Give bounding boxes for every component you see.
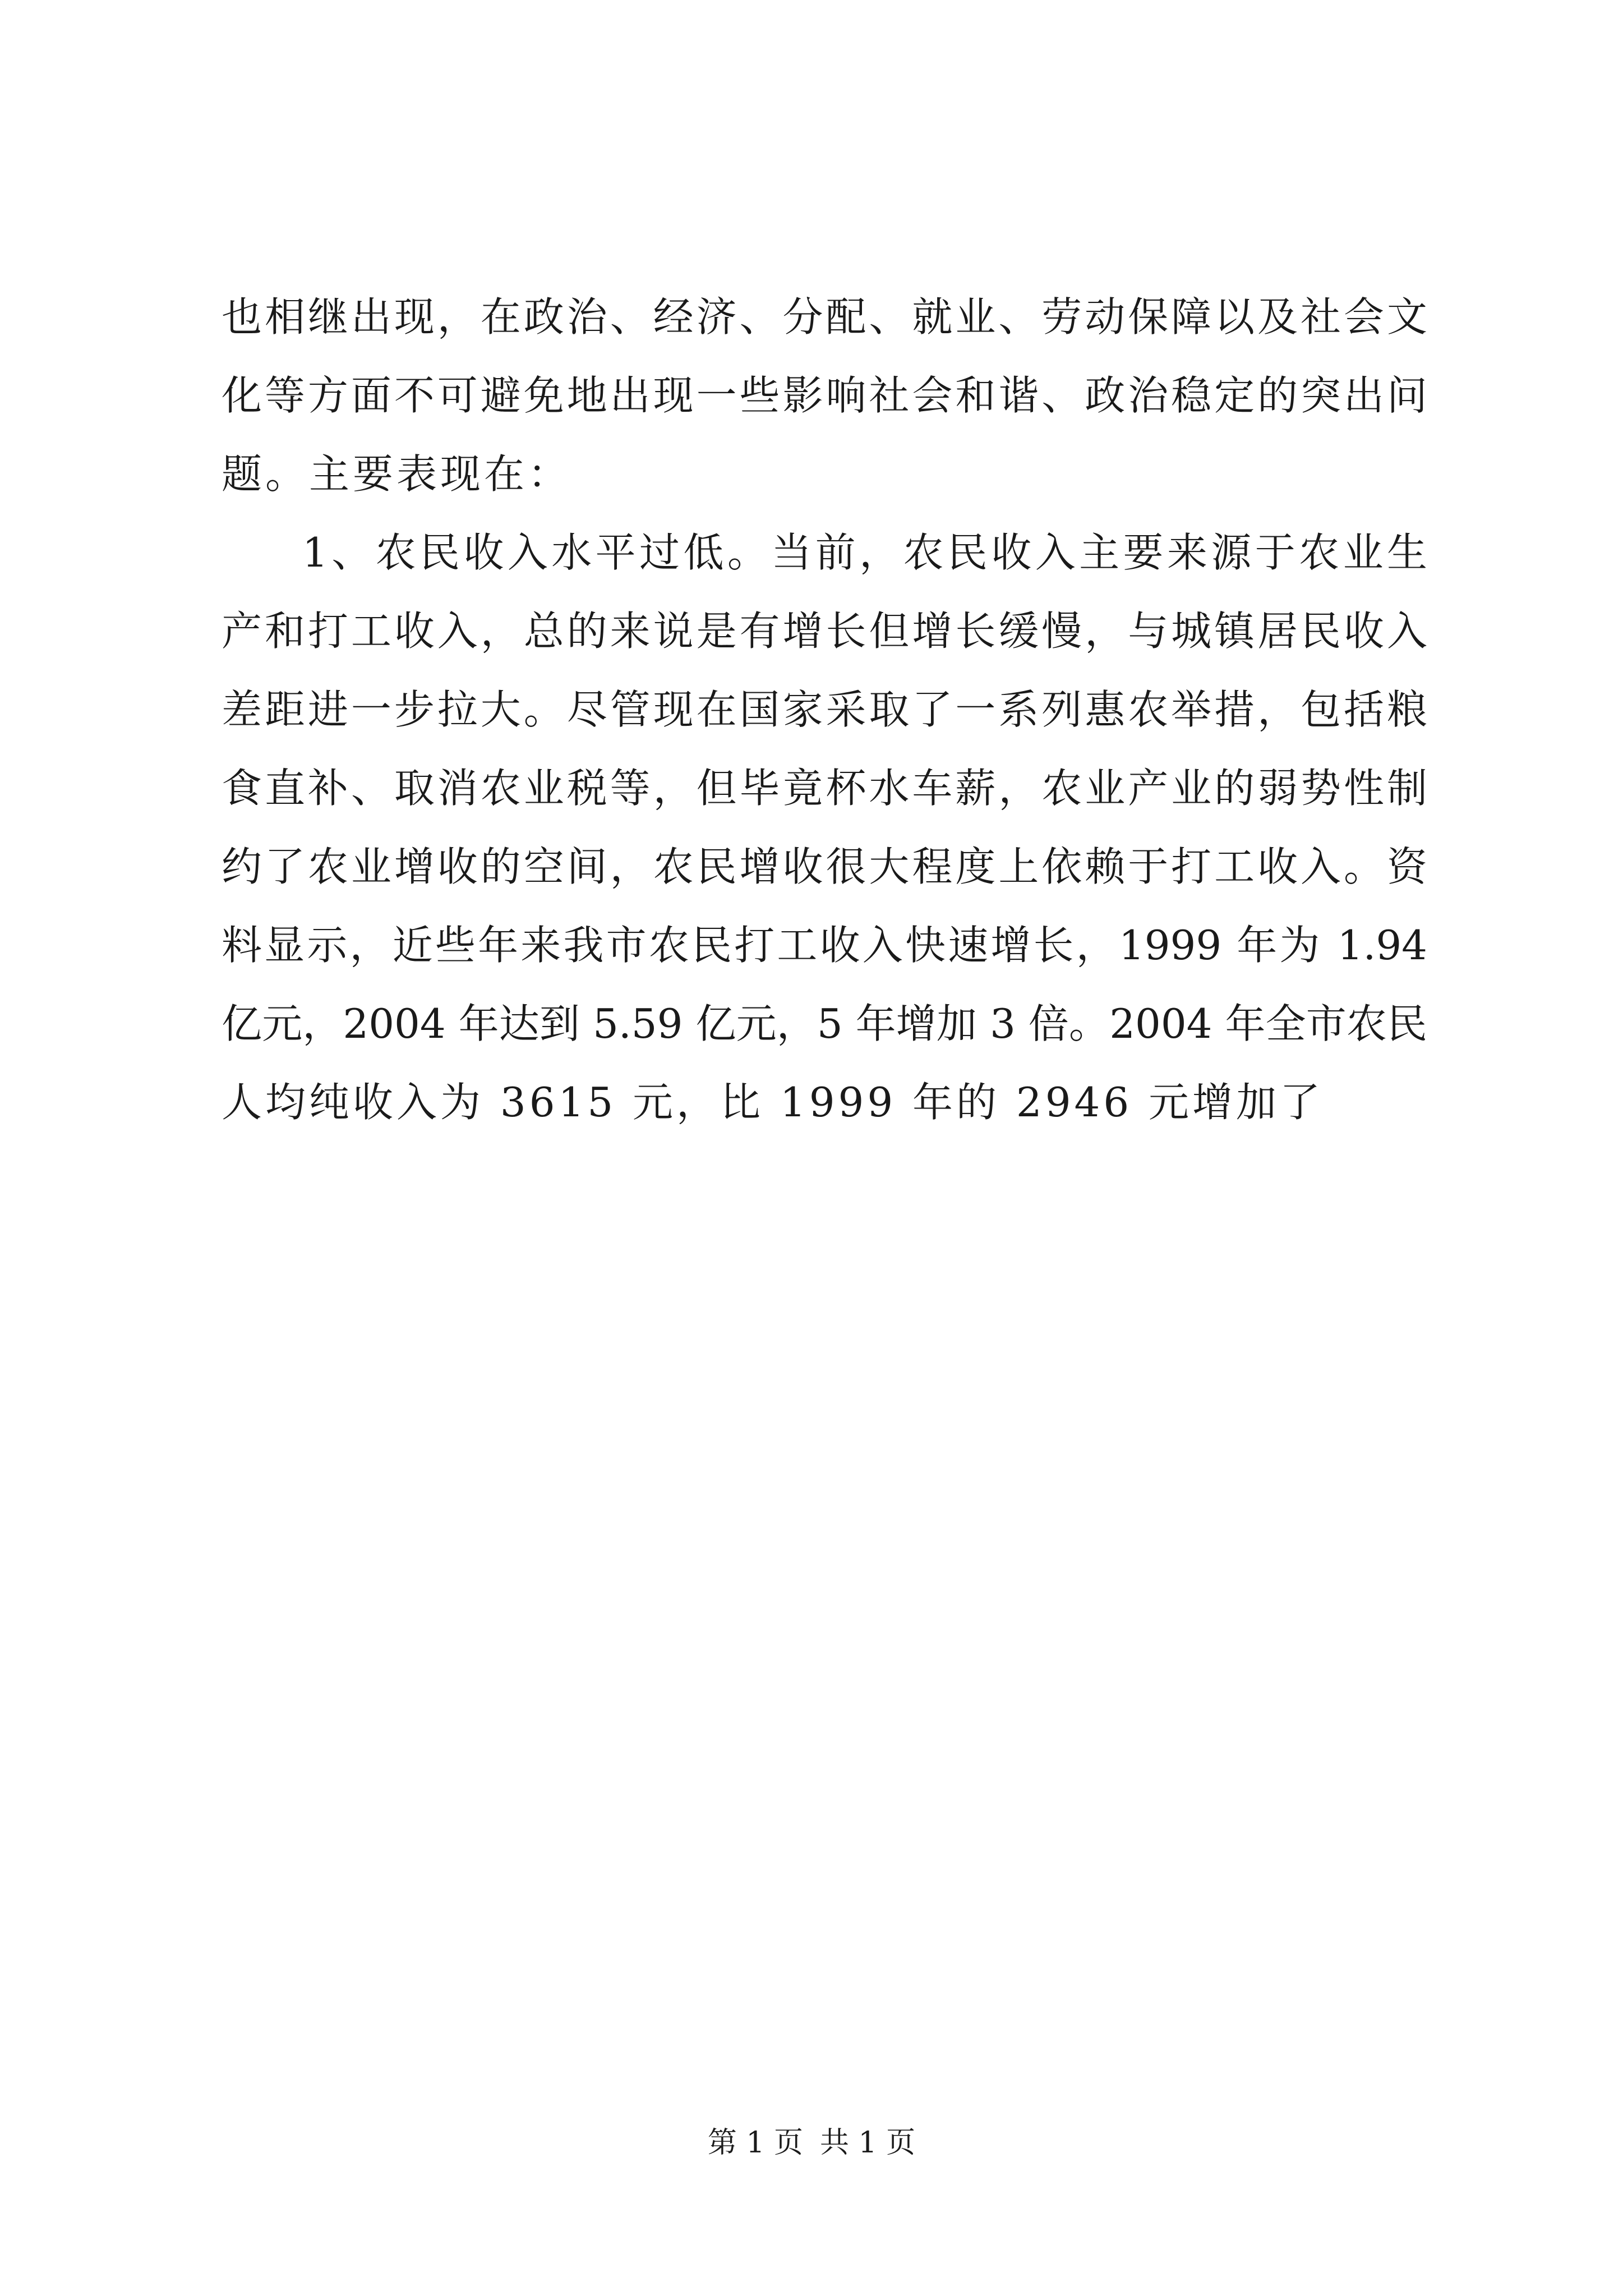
text-line: 料显示，近些年来我市农民打工收入快速增长，1999 年为 1.94 xyxy=(222,922,1427,969)
body-text xyxy=(222,278,1427,1142)
text-line: 化等方面不可避免地出现一些影响社会和谐、政治稳定的突出问 xyxy=(222,372,1427,419)
text-line: 产和打工收入，总的来说是有增长但增长缓慢，与城镇居民收入 xyxy=(222,608,1427,655)
text-line: 人均纯收入为 3615 元，比 1999 年的 2946 元增加了 xyxy=(222,1079,1324,1126)
text-line: 也相继出现，在政治、经济、分配、就业、劳动保障以及社会文 xyxy=(222,293,1427,341)
text-line: 食直补、取消农业税等，但毕竟杯水车薪，农业产业的弱势性制 xyxy=(222,765,1427,812)
page-number-total: 共 1 页 xyxy=(820,2126,916,2160)
paragraph-first-line: 1、农民收入水平过低。当前，农民收入主要来源于农业生 xyxy=(302,529,1427,576)
text-line: 题。主要表现在： xyxy=(222,450,572,498)
page-number-current: 第 1 页 xyxy=(707,2126,803,2160)
page-footer xyxy=(0,2123,1623,2162)
text-line: 约了农业增收的空间，农民增收很大程度上依赖于打工收入。资 xyxy=(222,843,1427,890)
text-line: 亿元，2004 年达到 5.59 亿元，5 年增加 3 倍。2004 年全市农民 xyxy=(222,1000,1427,1047)
text-line: 差距进一步拉大。尽管现在国家采取了一系列惠农举措，包括粮 xyxy=(222,686,1427,733)
